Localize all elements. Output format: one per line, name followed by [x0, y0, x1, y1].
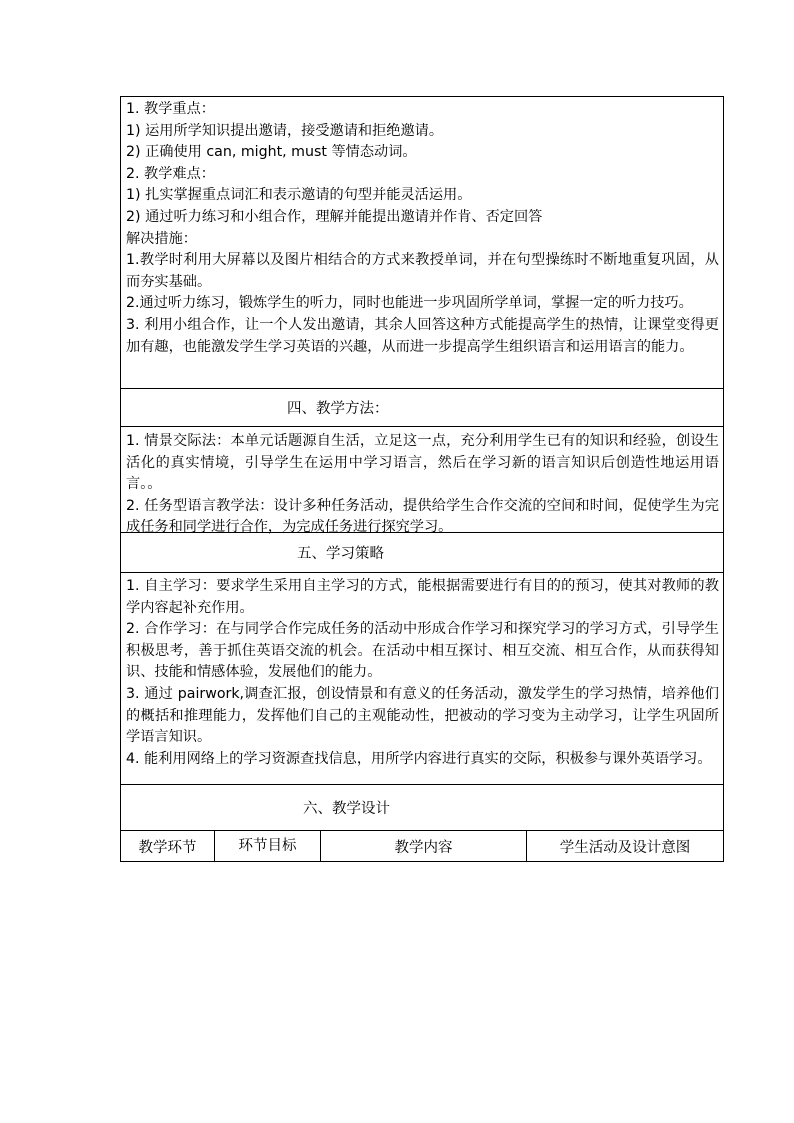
methods-heading: 四、教学方法：	[287, 401, 389, 417]
strategies-heading-row	[121, 533, 723, 573]
design-heading: 六、教学设计	[303, 801, 390, 817]
strategies-paragraph: 3. 通过 pairwork,调查汇报，创设情景和有意义的任务活动，激发学生的学习热情，培养他们的概括和推理能力，发挥他们自己的主观能动性，把被动的学习变为主动学习，让学生巩固所学语言知识。	[126, 685, 719, 746]
strategies-section	[121, 573, 723, 785]
focus-line: 解决措施：	[126, 230, 197, 247]
focus-line: 1) 扎实掌握重点词汇和表示邀请的句型并能灵活运用。	[126, 187, 472, 204]
design-heading-row	[121, 785, 723, 831]
strategies-paragraph: 1. 自主学习：要求学生采用自主学习的方式，能根据需要进行有目的的预习，使其对教师的教学内容起补充作用。	[126, 578, 719, 616]
column-header-activity: 学生活动及设计意图	[559, 839, 691, 856]
focus-line: 3. 利用小组合作，让一个人发出邀请，其余人回答这种方式能提高学生的热情，让课堂变得更加有趣，也能激发学生学习英语的兴趣，从而进一步提高学生组织语言和运用语言的能力。	[126, 316, 719, 355]
focus-text	[121, 97, 723, 360]
focus-line: 1. 教学重点：	[126, 101, 215, 117]
strategies-paragraph: 4. 能利用网络上的学习资源查找信息，用所学内容进行真实的交际，积极参与课外英语学习。	[126, 750, 712, 767]
strategies-paragraph: 2. 合作学习：在与同学合作完成任务的活动中形成合作学习和探究学习的学习方式，引导学生积极思考，善于抓住英语交流的机会。在活动中相互探讨、相互交流、相互合作，从而获得知识、技能和情感体验，发展他们的能力。	[126, 621, 719, 681]
lesson-plan-table	[120, 96, 724, 862]
column-header-goal: 环节目标	[215, 831, 321, 861]
strategies-heading: 五、学习策略	[297, 546, 384, 562]
methods-text	[121, 427, 723, 541]
methods-heading-row	[121, 389, 723, 427]
focus-line: 2) 通过听力练习和小组合作，理解并能提出邀请并作肯、否定回答	[126, 208, 543, 225]
column-header-stage: 教学环节	[121, 831, 215, 861]
focus-line: 2. 教学难点：	[126, 165, 215, 182]
focus-line: 1) 运用所学知识提出邀请，接受邀请和拒绝邀请。	[126, 122, 444, 139]
focus-line: 1.教学时利用大屏幕以及图片相结合的方式来教授单词，并在句型操练时不断地重复巩固，从而夯实基础。	[126, 252, 719, 290]
design-columns-row	[121, 831, 723, 861]
strategies-text	[121, 573, 723, 772]
methods-section	[121, 427, 723, 536]
focus-line: 2.通过听力练习，锻炼学生的听力，同时也能进一步巩固所学单词，掌握一定的听力技巧。	[126, 295, 693, 312]
focus-section	[121, 97, 723, 389]
focus-line: 2) 正确使用 can, might, must 等情态动词。	[126, 144, 417, 161]
methods-paragraph: 2. 任务型语言教学法：设计多种任务活动，提供给学生合作交流的空间和时间，促使学生为完成任务和同学进行合作，为完成任务进行探究学习。	[126, 497, 719, 536]
column-header-content: 教学内容	[321, 831, 527, 861]
methods-paragraph: 1. 情景交际法：本单元话题源自生活，立足这一点，充分利用学生已有的知识和经验，创设生活化的真实情境，引导学生在运用中学习语言，然后在学习新的语言知识后创造性地运用语言。。	[126, 433, 719, 493]
